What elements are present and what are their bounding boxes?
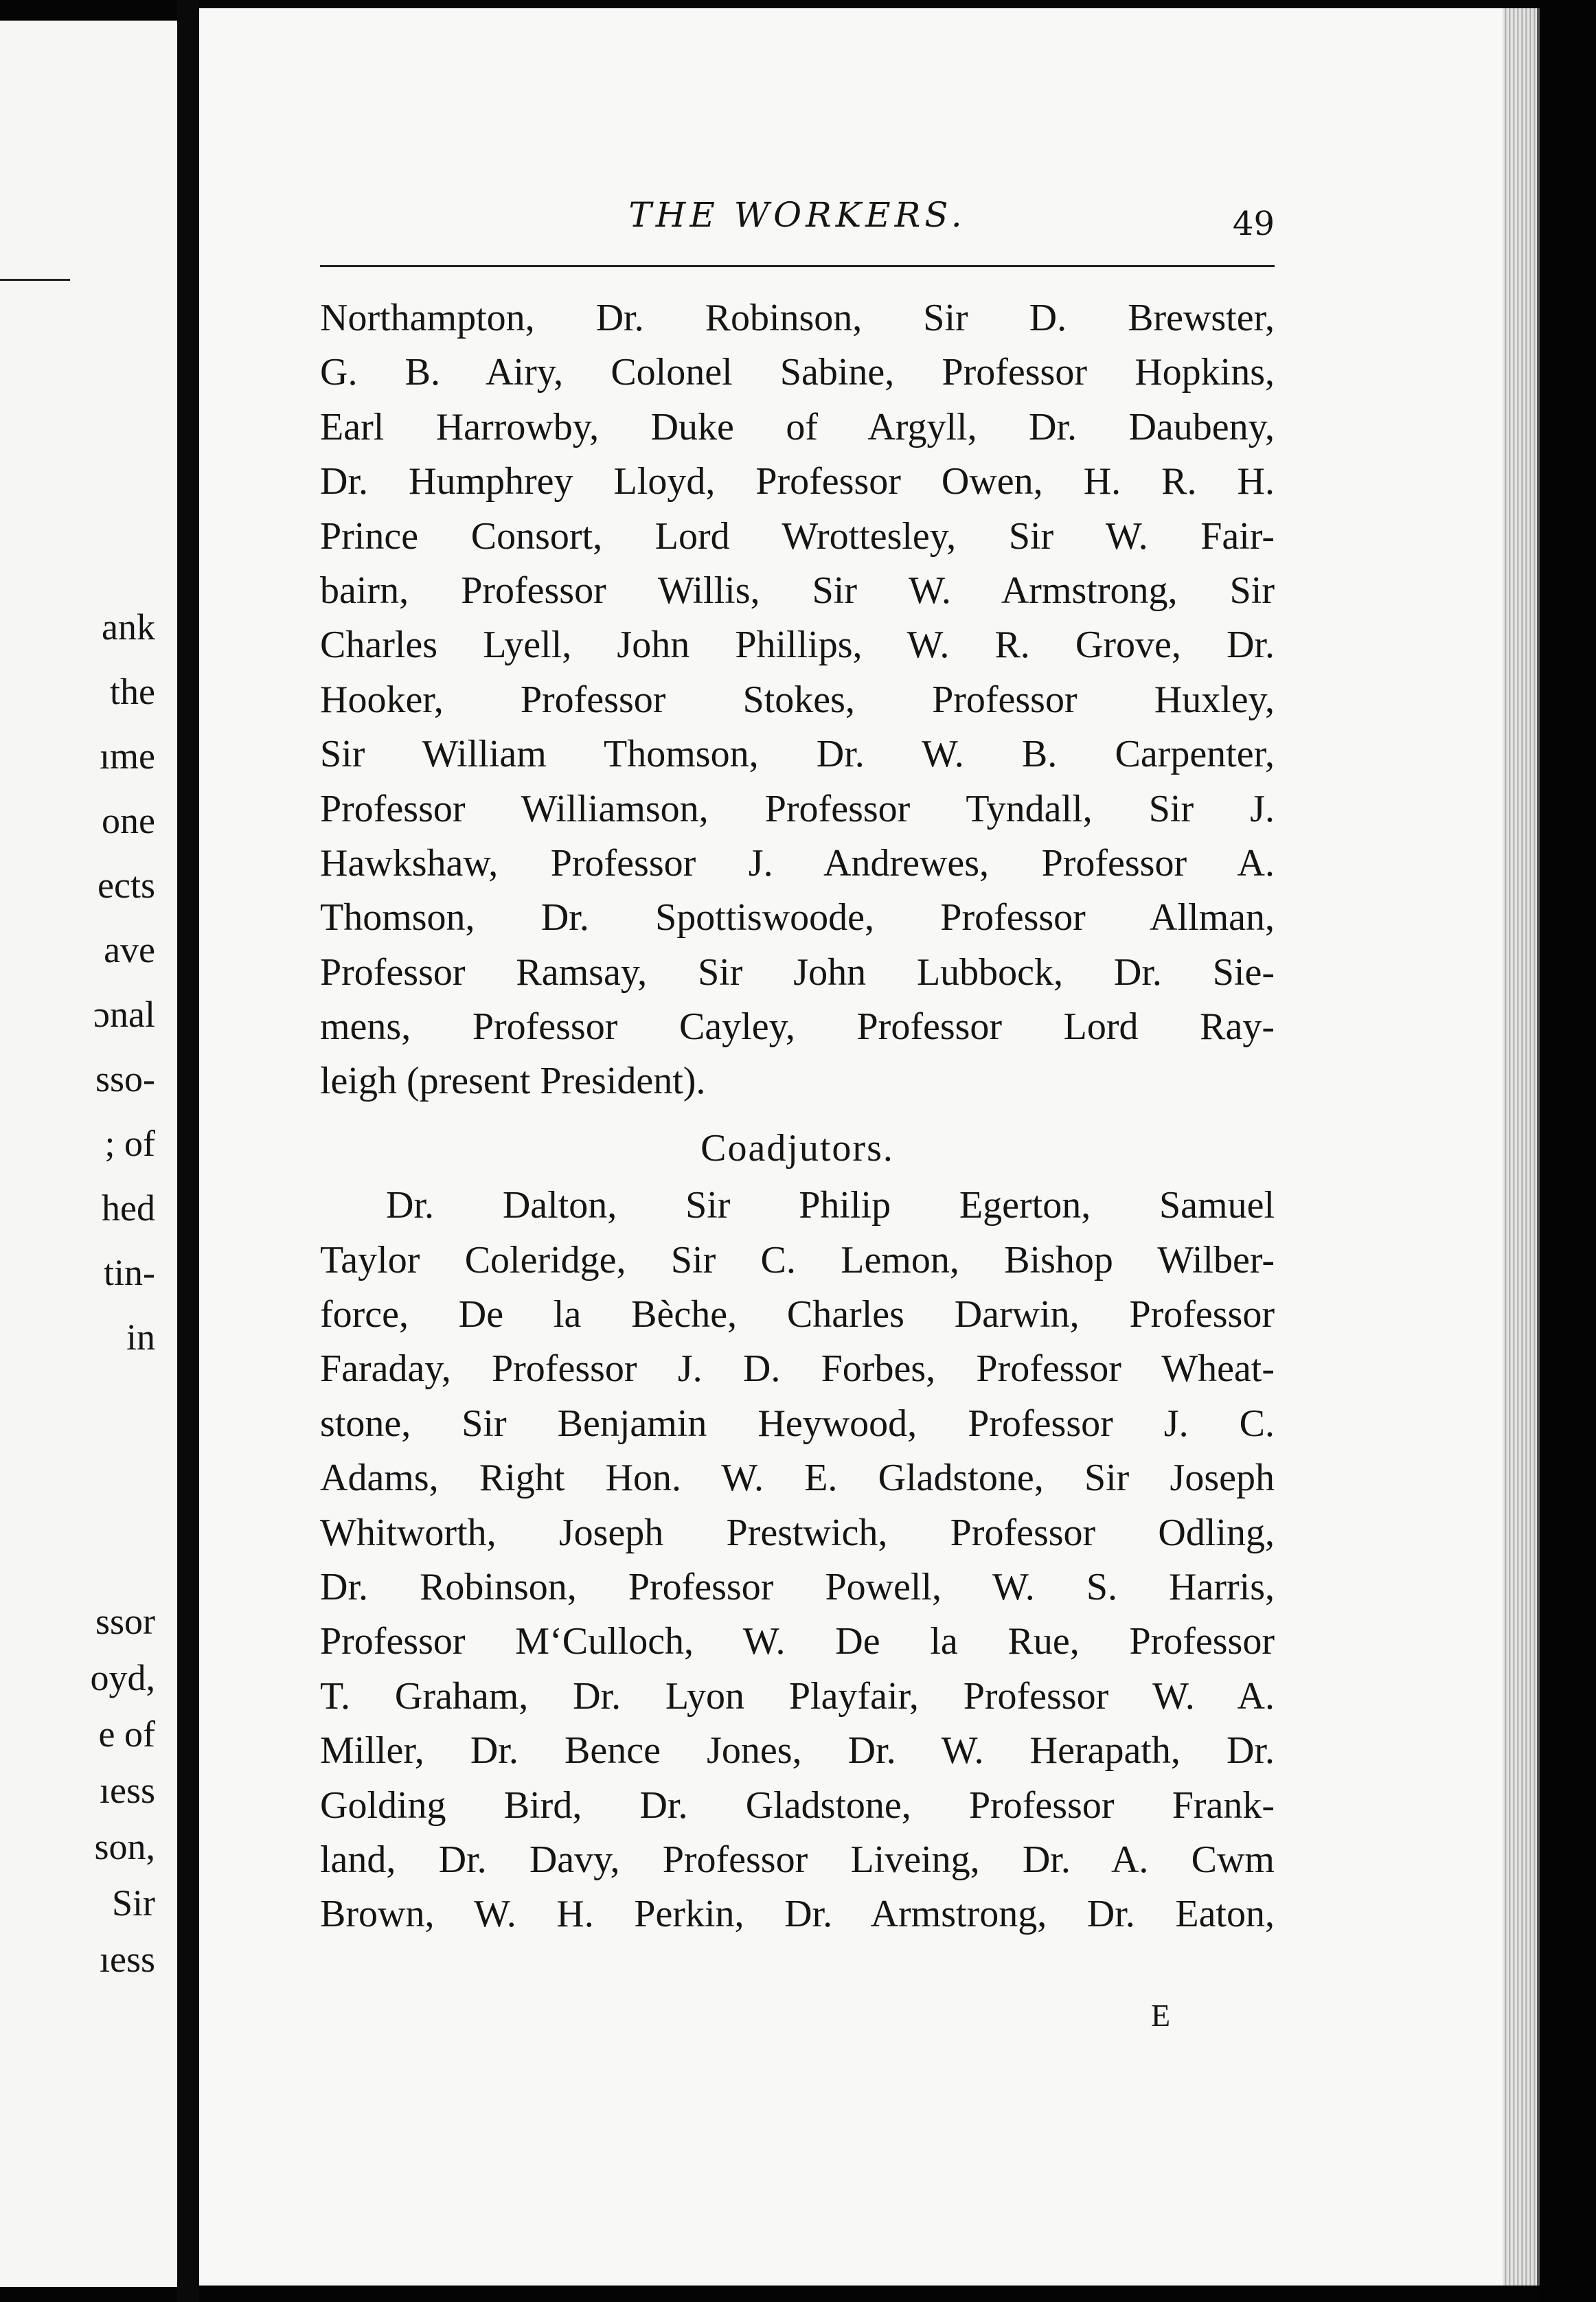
text-line: Hawkshaw, Professor J. Andrewes, Professor A. [320, 841, 1275, 885]
text-line: Golding Bird, Dr. Gladstone, Professor Frank- [320, 1784, 1275, 1827]
text-line: force, De la Bèche, Charles Darwin, Professor [320, 1293, 1275, 1336]
fragment-text: in [126, 1317, 155, 1358]
text-line: Taylor Coleridge, Sir C. Lemon, Bishop Wilber- [320, 1238, 1275, 1281]
fragment-text: ɔnal [93, 994, 155, 1035]
scan-background [1540, 0, 1596, 2302]
text-line: Adams, Right Hon. W. E. Gladstone, Sir Joseph [320, 1457, 1275, 1500]
header-rule [320, 265, 1275, 267]
text-line: Northampton, Dr. Robinson, Sir D. Brewster, [320, 297, 1275, 339]
page-number: 49 [1232, 205, 1275, 243]
text-line: mens, Professor Cayley, Professor Lord Ray- [320, 1005, 1275, 1049]
text-line: Dr. Humphrey Lloyd, Professor Owen, H. R. H. [320, 460, 1275, 503]
text-line: Whitworth, Joseph Prestwich, Professor Odling, [320, 1511, 1275, 1554]
previous-page-rule [0, 279, 70, 281]
fragment-text: the [110, 671, 155, 712]
text-line: Dr. Dalton, Sir Philip Egerton, Samuel [386, 1184, 1275, 1227]
text-line: Miller, Dr. Bence Jones, Dr. W. Herapath, Dr. [320, 1729, 1275, 1773]
fragment-text: ssor [95, 1601, 155, 1642]
fragment-text: one [102, 800, 155, 841]
text-line: bairn, Professor Willis, Sir W. Armstrong, Sir [320, 569, 1275, 612]
text-line: Dr. Robinson, Professor Powell, W. S. Harris, [320, 1565, 1275, 1608]
text-line: Faraday, Professor J. D. Forbes, Professor Wheat- [320, 1347, 1275, 1391]
text-line: leigh (present President). [320, 1060, 706, 1103]
text-line: Professor M‘Culloch, W. De la Rue, Professor [320, 1620, 1275, 1663]
fragment-text: ects [98, 865, 155, 906]
fragment-text: Sir [111, 1882, 155, 1924]
fragment-text: oyd, [90, 1657, 155, 1698]
fragment-text: e of [98, 1713, 155, 1755]
text-line: Prince Consort, Lord Wrottesley, Sir W. Fair- [320, 514, 1275, 558]
text-line: T. Graham, Dr. Lyon Playfair, Professor W. A. [320, 1674, 1275, 1718]
fragment-text: ave [104, 929, 155, 970]
page-body [320, 291, 1275, 1942]
fragment-text: ıme [100, 736, 155, 777]
fragment-text: tin- [104, 1252, 155, 1293]
section-heading: Coadjutors. [700, 1126, 894, 1170]
text-line: Earl Harrowby, Duke of Argyll, Dr. Daubeny, [320, 405, 1275, 448]
fragment-text: ıess [100, 1939, 155, 1980]
signature-mark: E [1151, 1998, 1171, 2033]
text-line: Charles Lyell, John Phillips, W. R. Grove, Dr. [320, 624, 1275, 667]
text-line: Sir William Thomson, Dr. W. B. Carpenter, [320, 733, 1275, 776]
text-line: Professor Ramsay, Sir John Lubbock, Dr. Sie- [320, 950, 1275, 994]
fragment-text: hed [102, 1187, 155, 1229]
fragment-text: sso- [95, 1058, 155, 1099]
page-header [320, 184, 1275, 260]
book-gutter [177, 0, 199, 2302]
fragment-text: ank [102, 606, 155, 648]
text-line: Thomson, Dr. Spottiswoode, Professor Allman, [320, 896, 1275, 939]
text-line: Hooker, Professor Stokes, Professor Huxley, [320, 678, 1275, 721]
page-edges [1503, 8, 1540, 2286]
text-line: stone, Sir Benjamin Heywood, Professor J. C. [320, 1402, 1275, 1445]
fragment-text: son, [94, 1826, 155, 1867]
fragment-text: ; of [104, 1123, 155, 1164]
text-line: Brown, W. H. Perkin, Dr. Armstrong, Dr. Eaton, [320, 1893, 1275, 1936]
running-title: THE WORKERS. [628, 195, 966, 235]
previous-page-fragment [0, 21, 177, 2287]
text-line: G. B. Airy, Colonel Sabine, Professor Hopkins, [320, 351, 1275, 394]
text-line: land, Dr. Davy, Professor Liveing, Dr. A. Cwm [320, 1838, 1275, 1881]
fragment-text: ıess [100, 1770, 155, 1811]
text-line: Professor Williamson, Professor Tyndall, Sir J. [320, 787, 1275, 830]
